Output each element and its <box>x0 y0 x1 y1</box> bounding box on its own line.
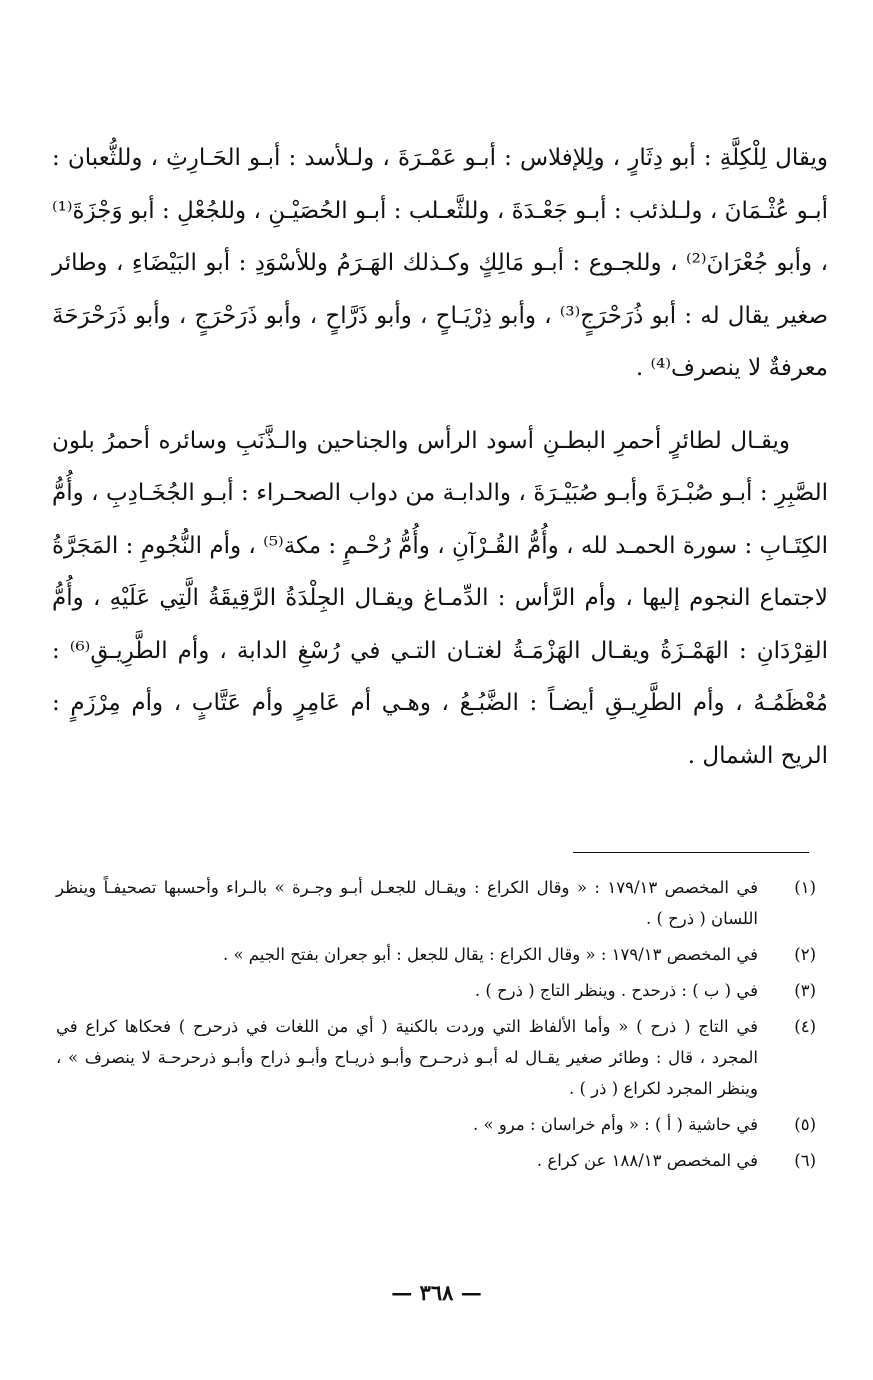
footnote <box>56 1145 816 1176</box>
footnotes <box>56 872 816 1181</box>
footnote-text: في حاشية ( أ ) : « وأم خراسان : مرو » . <box>472 1115 758 1134</box>
footnote-number: (٥) <box>794 1115 816 1134</box>
footnote-number: (٦) <box>794 1151 816 1170</box>
page-number: — ٣٦٨ — <box>391 1280 482 1305</box>
footnote-separator <box>573 852 809 853</box>
footnote <box>56 1109 816 1140</box>
footnote-text: في المخصص ١٧٩/١٣ : « وقال الكراع : يقال للجعل : أبو جعران بفتح الجيم » . <box>222 945 758 964</box>
footnote <box>56 975 816 1006</box>
main-text <box>52 132 828 782</box>
footnote-text: في ( ب ) : ذرحدح . وينظر التاج ( ذرح ) . <box>474 981 758 1000</box>
footnote-number: (٣) <box>794 981 816 1000</box>
body-paragraph: ويقال لِلْكِلَّةِ : أبو دِثَارٍ ، ولِلإفلاس : أبـو عَمْـرَةَ ، ولـلأسد : أبـو الحَـارِثِ ، وللثُّعبان : أبـو عُثْـمَانَ ، ولـلذئب : أبـو جَعْـدَةَ ، وللثَّعـلب : أبـو الحُصَيْـنِ ، وللجُعْلِ : أبو وَجْزَةَ⁽¹⁾ ، وأبو جُعْرَانَ⁽²⁾ ، وللجـوع : أبـو مَالِكٍ وكـذلك الهَـرَمُ وللأسْوَدِ : أبو البَيْضَاءِ ، وطائر صغير يقال له : أبو ذُرَحْرَجٍ⁽³⁾ ، وأبو ذِرْيَـاحٍ ، وأبو ذَرَّاحٍ ، وأبو ذَرَحْرَجٍ ، وأبو ذَرَحْرَحَةَ معرفةٌ لا ينصرف⁽⁴⁾ . <box>52 145 829 381</box>
footnote-text: في المخصص ١٧٩/١٣ : « وقال الكراع : ويقـال للجعـل أبـو وجـرة » بالـراء وأحسبها تصحيفـاً وينظر اللسان ( ذرح ) . <box>56 878 758 928</box>
footnote-text: في التاج ( ذرح ) « وأما الألفاظ التي وردت بالكنية ( أي من اللغات في ذرحرح ) فحكاها كراع في المجرد ، قال : وطائر صغير يقـال له أبـو ذرحـرح وأبـو ذريـاح وأبـو ذراح وأبـو ذرحرحـة لا ينصرف » ، وينظر المجرد لكراع ( ذر ) . <box>56 1017 758 1098</box>
footnote <box>56 1011 816 1104</box>
footnote-text: في المخصص ١٨٨/١٣ عن كراع . <box>536 1151 758 1170</box>
footnote <box>56 939 816 970</box>
footnote-number: (٤) <box>794 1017 816 1036</box>
footnote <box>56 872 816 934</box>
footnote-number: (١) <box>794 878 816 897</box>
body-paragraph: ويقـال لطائرٍ أحمرِ البطـنِ أسود الرأس والجناحين والـذَّنَبِ وسائره أحمرُ بلون الصَّبِرِ : أبـو صُبْـرَةَ وأبـو صُبَيْـرَةَ ، والدابـة من دواب الصحـراء : أبـو الجُخَـادِبِ ، وأُمُّ الكِتَـابِ : سورة الحمـد لله ، وأُمُّ القُـرْآنِ ، وأُمُّ رُحْـمٍ : مكة⁽⁵⁾ ، وأم النُّجُومِ : المَجَرَّةُ لاجتماع النجوم إليها ، وأم الرَّأس : الدِّمـاغ ويقـال الجِلْدَةُ الرَّقِيقَةُ الَّتِي عَلَيْهِ ، وأُمُّ القِرْدَانِ : الهَمْـزَةُ ويقـال الهَزْمَـةُ لغتـان التـي في رُسْغِ الدابة ، وأم الطَّرِيـقِ⁽⁶⁾ : مُعْظَمُـهُ ، وأم الطَّرِيـقِ أيضـاً : الضَّبُـعُ ، وهـي أم عَامِرٍ وأم عَتَّابٍ ، وأم مِرْزَمٍ : الريح الشمال . <box>52 427 828 769</box>
footnote-number: (٢) <box>794 945 816 964</box>
